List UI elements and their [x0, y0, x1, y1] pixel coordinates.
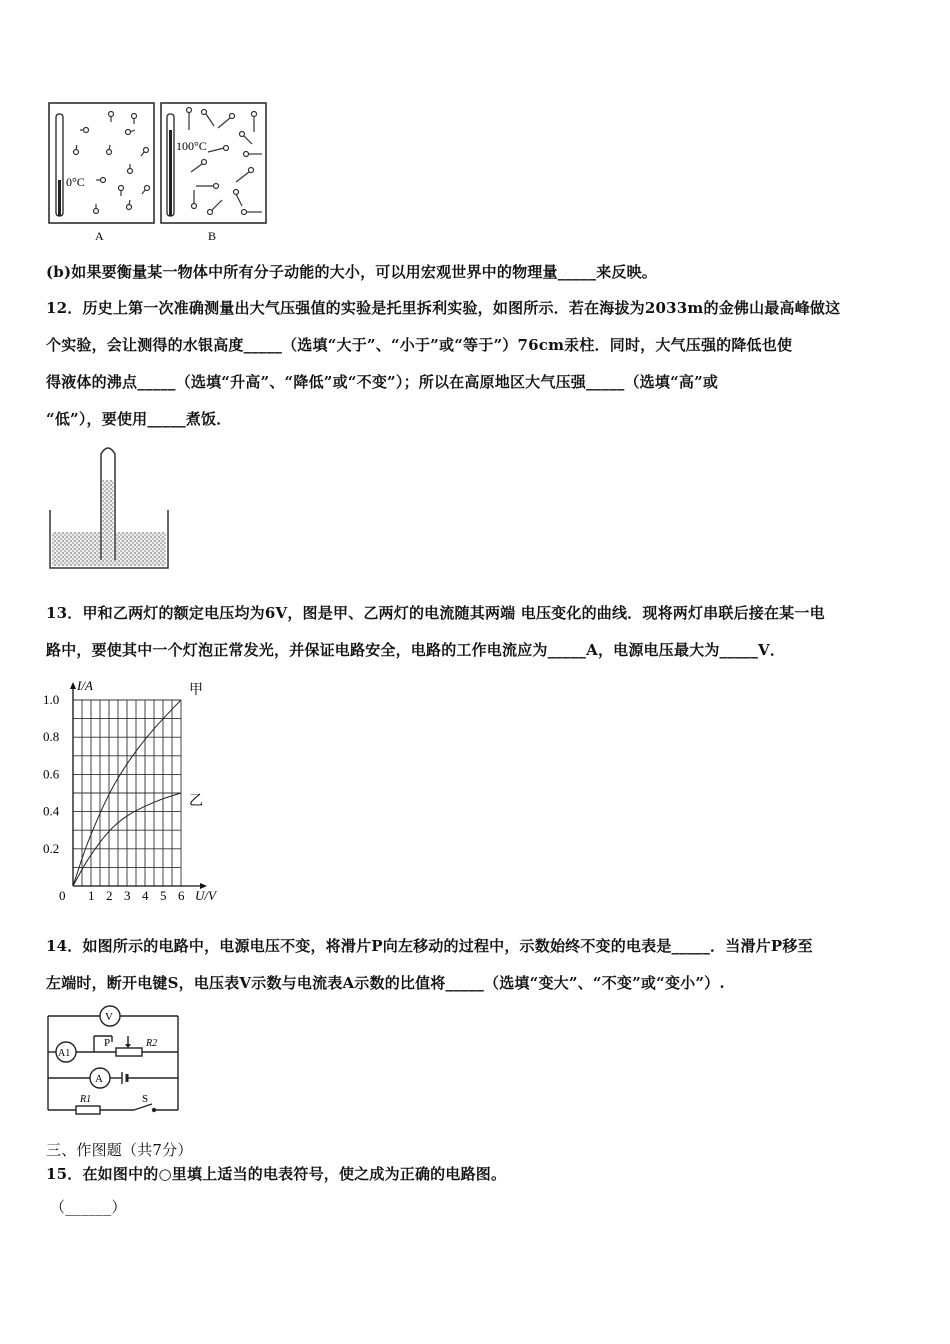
- svg-text:A1: A1: [58, 1048, 71, 1059]
- torricelli-figure: [46, 440, 172, 572]
- q14-line1: 14．如图所示的电路中，电源电压不变，将滑片P向左移动的过程中，示数始终不变的电表是_____．当滑片P移至: [46, 937, 813, 955]
- x-tick-label: 5: [160, 888, 167, 900]
- svg-text:R1: R1: [80, 1094, 92, 1105]
- q15-line1: 15．在如图中的○里填上适当的电表符号，使之成为正确的电路图。: [46, 1165, 507, 1183]
- iu-chart: [40, 668, 240, 900]
- resistor-r2-icon: [116, 1048, 142, 1056]
- box-b: [161, 103, 266, 223]
- x-tick-label: 4: [142, 888, 149, 900]
- temp-label-a: 0°C: [66, 175, 85, 189]
- x-tick-label: 6: [178, 888, 185, 900]
- q12-line4: “低”），要使用_____煮饭．: [46, 410, 232, 428]
- x-tick-label: 1: [88, 888, 95, 900]
- resistor-r1-icon: [76, 1106, 100, 1114]
- x-axis-label: U/V: [195, 888, 216, 900]
- x-tick-label: 2: [106, 888, 113, 900]
- circuit-figure: [42, 1000, 187, 1116]
- temp-label-b: 100°C: [176, 139, 207, 153]
- y-tick-label: 0.2: [43, 840, 60, 856]
- y-tick-label: 1.0: [43, 692, 60, 707]
- svg-text:A: A: [95, 1073, 103, 1085]
- section-3-heading: 三、作图题（共7分）: [46, 1141, 193, 1159]
- y-tick-label: 0.8: [43, 729, 60, 745]
- box-a: [49, 103, 154, 223]
- q15-answer-blank: （______）: [50, 1198, 127, 1216]
- label-a: A: [95, 229, 104, 243]
- y-tick-label: 0.6: [43, 766, 60, 782]
- q11b-text: (b)如果要衡量某一物体中所有分子动能的大小，可以用宏观世界中的物理量_____来反映。: [46, 263, 657, 281]
- svg-text:R2: R2: [146, 1038, 158, 1049]
- y-axis-label: I/A: [77, 678, 93, 693]
- svg-text:S: S: [142, 1093, 149, 1105]
- origin-label: 0: [59, 888, 66, 900]
- label-b: B: [208, 229, 217, 243]
- q12-line3: 得液体的沸点_____（选填“升高”、“降低”或“不变”）；所以在高原地区大气压强_____（选填“高”或: [46, 373, 719, 391]
- y-tick-label: 0.4: [43, 803, 60, 819]
- q12-line1: 12．历史上第一次准确测量出大气压强值的实验是托里拆利实验，如图所示．若在海拔为2033m的金佛山最高峰做这: [46, 299, 841, 317]
- q14-line2: 左端时，断开电键S，电压表V示数与电流表A示数的比值将_____（选填“变大”、“不变”或“变小”）.: [46, 974, 725, 992]
- q13-line2: 路中，要使其中一个灯泡正常发光，并保证电路安全，电路的工作电流应为_____A，电源电压最大为_____V．: [46, 641, 786, 659]
- svg-text:P: P: [104, 1037, 111, 1049]
- series-label-1: 甲: [189, 683, 203, 698]
- molecule-figure: [46, 100, 270, 246]
- q12-line2: 个实验，会让测得的水银高度_____（选填“大于”、“小于”或“等于”）76cm汞柱．同时，大气压强的降低也使: [46, 336, 793, 354]
- q13-line1: 13．甲和乙两灯的额定电压均为6V，图是甲、乙两灯的电流随其两端 电压变化的曲线．现将两灯串联后接在某一电: [46, 604, 825, 622]
- series-label-2: 乙: [189, 794, 203, 809]
- svg-text:V: V: [105, 1011, 113, 1023]
- x-tick-label: 3: [124, 888, 131, 900]
- y-axis-arrow: [70, 682, 76, 689]
